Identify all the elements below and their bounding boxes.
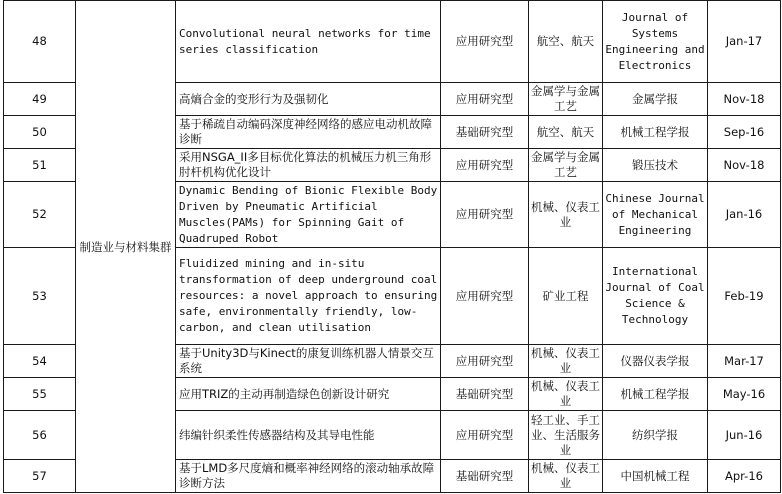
subject-field: 机械、仪表工业 <box>529 182 603 248</box>
publish-date: May-16 <box>708 378 781 411</box>
subject-field: 机械、仪表工业 <box>529 378 603 411</box>
journal-name: Chinese Journal of Mechanical Engineering <box>603 182 708 248</box>
subject-field: 矿业工程 <box>529 248 603 345</box>
paper-title: 基于LMD多尺度熵和概率神经网络的滚动轴承故障诊断方法 <box>176 460 441 493</box>
publish-date: Feb-19 <box>708 248 781 345</box>
journal-name: 仪器仪表学报 <box>603 345 708 378</box>
publish-date: Sep-16 <box>708 116 781 149</box>
table-body <box>4 1 781 493</box>
research-type: 基础研究型 <box>441 460 529 493</box>
journal-name: 纺织学报 <box>603 411 708 460</box>
subject-field: 轻工业、手工业、生活服务业 <box>529 411 603 460</box>
row-number: 50 <box>4 116 76 149</box>
subject-field: 机械、仪表工业 <box>529 345 603 378</box>
publish-date: Jan-16 <box>708 182 781 248</box>
paper-title: Dynamic Bending of Bionic Flexible Body Driven by Pneumatic Artificial Muscles(PAMs) for Spinning Gait of Quadruped Robot <box>176 182 441 248</box>
row-number: 57 <box>4 460 76 493</box>
row-number: 49 <box>4 83 76 116</box>
table-row <box>4 1 781 83</box>
subject-field: 金属学与金属工艺 <box>529 83 603 116</box>
publish-date: Nov-18 <box>708 149 781 182</box>
publish-date: Jan-17 <box>708 1 781 83</box>
subject-field: 金属学与金属工艺 <box>529 149 603 182</box>
paper-title: 基于Unity3D与Kinect的康复训练机器人情景交互系统 <box>176 345 441 378</box>
paper-title: 应用TRIZ的主动再制造绿色创新设计研究 <box>176 378 441 411</box>
row-number: 54 <box>4 345 76 378</box>
journal-name: 机械工程学报 <box>603 378 708 411</box>
paper-title: 采用NSGA_II多目标优化算法的机械压力机三角形肘杆机构优化设计 <box>176 149 441 182</box>
publish-date: Apr-16 <box>708 460 781 493</box>
journal-name: International Journal of Coal Science & Technology <box>603 248 708 345</box>
row-number: 48 <box>4 1 76 83</box>
research-type: 应用研究型 <box>441 345 529 378</box>
subject-field: 机械、仪表工业 <box>529 460 603 493</box>
paper-title: Convolutional neural networks for time series classification <box>176 1 441 83</box>
journal-name: Journal of Systems Engineering and Electronics <box>603 1 708 83</box>
paper-title: 基于稀疏自动编码深度神经网络的感应电动机故障诊断 <box>176 116 441 149</box>
journal-name: 中国机械工程 <box>603 460 708 493</box>
research-type: 应用研究型 <box>441 1 529 83</box>
papers-table <box>3 0 781 493</box>
research-type: 应用研究型 <box>441 182 529 248</box>
row-number: 52 <box>4 182 76 248</box>
row-number: 51 <box>4 149 76 182</box>
publish-date: Mar-17 <box>708 345 781 378</box>
paper-title: Fluidized mining and in-situ transformation of deep underground coal resources: a novel approach to ensuring safe, environmentally friendly, low-carbon, and clean utilisation <box>176 248 441 345</box>
research-type: 基础研究型 <box>441 116 529 149</box>
paper-title: 纬编针织柔性传感器结构及其导电性能 <box>176 411 441 460</box>
subject-field: 航空、航天 <box>529 1 603 83</box>
research-type: 应用研究型 <box>441 83 529 116</box>
row-number: 55 <box>4 378 76 411</box>
journal-name: 金属学报 <box>603 83 708 116</box>
research-type: 应用研究型 <box>441 248 529 345</box>
research-type: 基础研究型 <box>441 378 529 411</box>
journal-name: 机械工程学报 <box>603 116 708 149</box>
row-number: 53 <box>4 248 76 345</box>
category-cell: 制造业与材料集群 <box>76 1 176 493</box>
publish-date: Jun-16 <box>708 411 781 460</box>
research-type: 应用研究型 <box>441 149 529 182</box>
row-number: 56 <box>4 411 76 460</box>
research-type: 应用研究型 <box>441 411 529 460</box>
journal-name: 锻压技术 <box>603 149 708 182</box>
publish-date: Nov-18 <box>708 83 781 116</box>
paper-title: 高熵合金的变形行为及强韧化 <box>176 83 441 116</box>
subject-field: 航空、航天 <box>529 116 603 149</box>
